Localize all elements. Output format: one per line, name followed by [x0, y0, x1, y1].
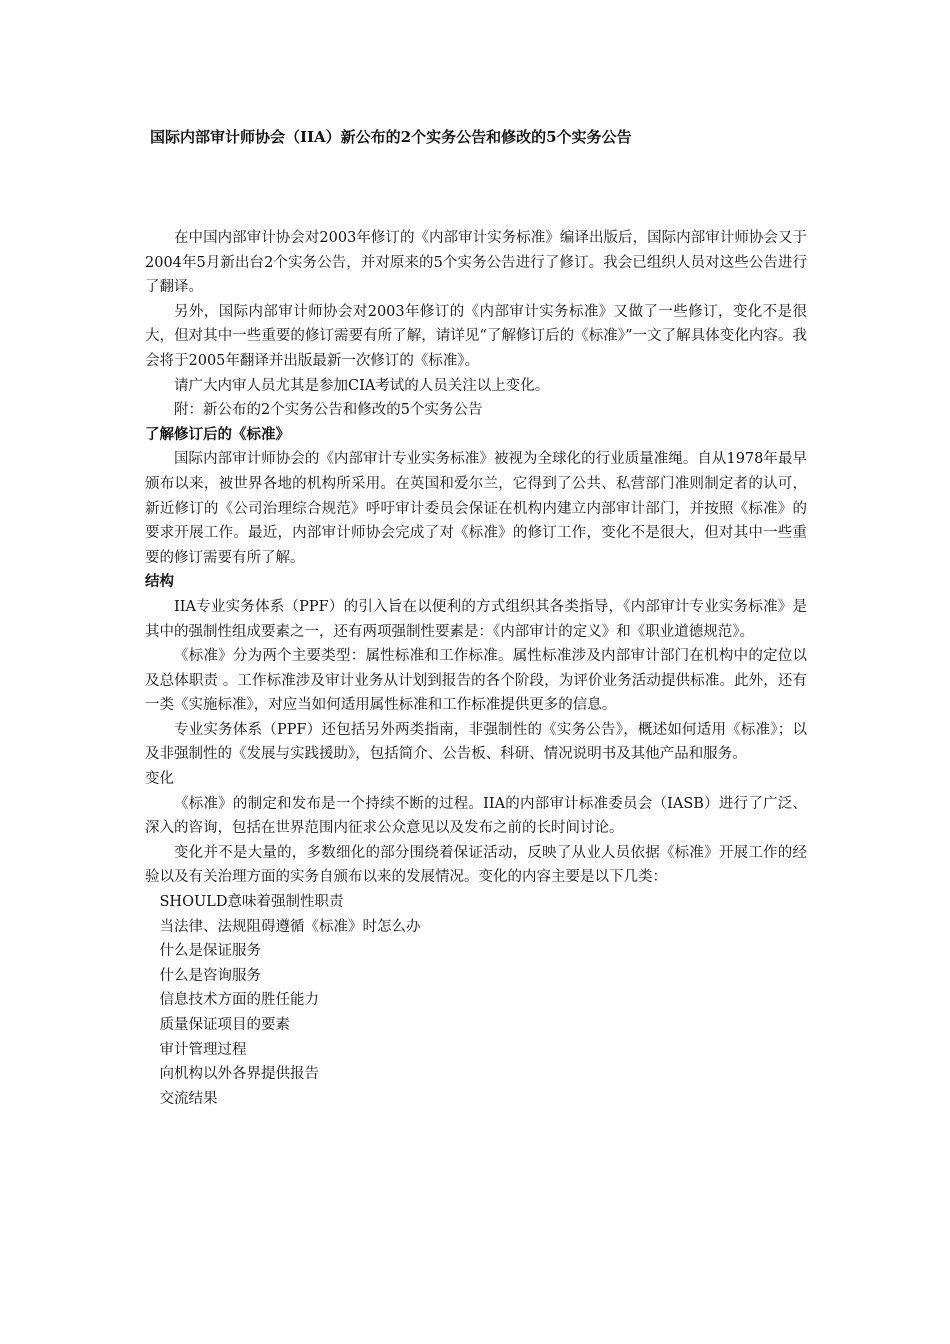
changes-paragraph-2: 变化并不是大量的，多数细化的部分围绕着保证活动，反映了从业人员依据《标准》开展工作的经验以及有关治理方面的实务自颁布以来的发展情况。变化的内容主要是以下几类：: [145, 844, 807, 886]
structure-paragraph-3: 专业实务体系（PPF）还包括另外两类指南，非强制性的《实务公告》，概述如何适用《标准》；以及非强制性的《发展与实践援助》，包括简介、公告板、科研、情况说明书及其他产品和服务。: [145, 721, 807, 763]
structure-paragraph-1: IIA专业实务体系（PPF）的引入旨在以便利的方式组织其各类指导，《内部审计专业实务标准》是其中的强制性组成要素之一，还有两项强制性要素是：《内部审计的定义》和《职业道德规范》。: [145, 598, 807, 640]
changes-list: [145, 890, 807, 1111]
document-title: 国际内部审计师协会（IIA）新公布的2个实务公告和修改的5个实务公告: [150, 128, 632, 146]
list-item: 交流结果: [159, 1090, 218, 1107]
intro-paragraph-1: 在中国内部审计协会对2003年修订的《内部审计实务标准》编译出版后，国际内部审计师协会又于2004年5月新出台2个实务公告，并对原来的5个实务公告进行了修订。我会已组织人员对这些公告进行了翻译。: [145, 230, 807, 296]
list-item: 什么是咨询服务: [159, 967, 261, 984]
structure-paragraph-2: 《标准》分为两个主要类型：属性标准和工作标准。属性标准涉及内部审计部门在机构中的定位以及总体职责 。工作标准涉及审计业务从计划到报告的各个阶段，为评价业务活动提供标准。此外，还有一类《实施标准》，对应当如何适用属性标准和工作标准提供更多的信息。: [145, 648, 807, 714]
list-item: 向机构以外各界提供报告: [159, 1066, 319, 1083]
attachment-note: 附：新公布的2个实务公告和修改的5个实务公告: [174, 402, 483, 419]
list-item: 审计管理过程: [159, 1041, 247, 1058]
list-item: 当法律、法规阻碍遵循《标准》时怎么办: [159, 918, 421, 935]
document-body: [145, 226, 807, 1111]
intro-paragraph-3: 请广大内审人员尤其是参加CIA考试的人员关注以上变化。: [174, 377, 550, 394]
list-item: 信息技术方面的胜任能力: [159, 992, 319, 1009]
list-item: 什么是保证服务: [159, 943, 261, 960]
section-heading-changes: 变化: [145, 771, 174, 788]
changes-paragraph-1: 《标准》的制定和发布是一个持续不断的过程。IIA的内部审计标准委员会（IASB）进行了广泛、深入的咨询，包括在世界范围内征求公众意见以及发布之前的长时间讨论。: [145, 795, 807, 837]
section-heading-revised-standards: 了解修订后的《标准》: [145, 425, 290, 443]
intro-paragraph-2: 另外，国际内部审计师协会对2003年修订的《内部审计实务标准》又做了一些修订，变化不是很大，但对其中一些重要的修订需要有所了解，请详见“了解修订后的《标准》”一文了解具体变化内容。我会将于2005年翻译并出版最新一次修订的《标准》。: [145, 303, 807, 369]
list-item: SHOULD意味着强制性职责: [159, 894, 344, 911]
section-heading-structure: 结构: [145, 573, 174, 591]
revised-standards-paragraph: 国际内部审计师协会的《内部审计专业实务标准》被视为全球化的行业质量准绳。自从1978年最早颁布以来，被世界各地的机构所采用。在英国和爱尔兰，它得到了公共、私营部门准则制定者的认可，新近修订的《公司治理综合规范》呼吁审计委员会保证在机构内建立内部审计部门，并按照《标准》的要求开展工作。最近，内部审计师协会完成了对《标准》的修订工作，变化不是很大，但对其中一些重要的修订需要有所了解。: [145, 451, 807, 566]
list-item: 质量保证项目的要素: [159, 1017, 290, 1033]
